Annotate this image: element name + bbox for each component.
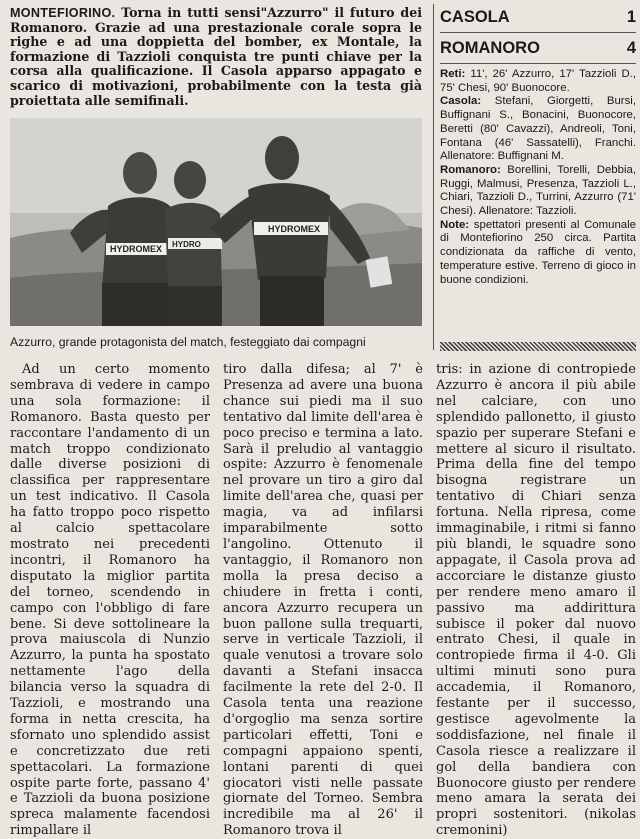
scorers-block xyxy=(440,68,636,287)
column-3-text: tris: in azione di contropiede Azzurro è ancora il più abile nel calciare, con uno splendido pallonetto, il giusto spazio per superare Stefani e mettere al sicuro il risultato. Prima della fine del tempo bisogna registrare un tentativo di Chiari senza fortuna. Nella ripresa, come immaginabile, i ritmi si fanno più blandi, le squadre sono appagate, il Casola prova ad accorciare le distanze giusto per rendere meno amaro il passivo ma addirittura subisce il poker dal nuovo entrato Chesi, il quale in contropiede firma il 4-0. Gli ultimi minuti sono pura accademia, il Romanoro, festante per il successo, gestisce agevolmente la soddisfazione, nel finale il Casola riesce a realizzare il gol della bandiera con Buonocore giusto per rendere meno amara la serata dei propri sostenitori. (nikolas cremonini) xyxy=(436,362,636,839)
casola-lineup xyxy=(440,95,636,164)
jersey-text-3: HYDROMEX xyxy=(268,224,321,234)
away-team-name: ROMANORO xyxy=(440,39,540,57)
column-divider xyxy=(433,4,434,350)
match-photo xyxy=(10,118,422,326)
lead-paragraph xyxy=(10,6,422,108)
scoreboard xyxy=(440,4,636,287)
score-divider xyxy=(440,32,636,33)
jersey-text-2: HYDRO xyxy=(172,240,201,249)
reti-line xyxy=(440,68,636,95)
romanoro-label: Romanoro: xyxy=(440,163,501,176)
romanoro-text: Borellini, Torelli, Debbia, Ruggi, Malmusi, Presenza, Tazzioli L., Chiari, Tazzioli D., Turrini, Azzurro (71' Chesi). Allenatore: Tazzioli. xyxy=(440,163,636,218)
article-column-2 xyxy=(223,362,423,839)
reti-text: 11', 26' Azzurro, 17' Tazzioli D., 75' Chesi, 90' Buonocore. xyxy=(440,68,636,94)
score-divider-bottom xyxy=(440,63,636,64)
jersey-text-1: HYDROMEX xyxy=(110,244,163,254)
lead-kicker: MONTEFIORINO. xyxy=(10,6,116,20)
casola-text: Stefani, Giorgetti, Bursi, Buffignani S., Bonacini, Buonocore, Beretti (80' Cavazzi), Andreoli, Toni, Fontana (46' Sassatelli), Franchi. Allenatore: Buffignani M. xyxy=(440,95,636,163)
home-team-score: 1 xyxy=(626,8,636,26)
article-column-3 xyxy=(436,362,636,839)
article-body xyxy=(10,362,636,839)
reti-label: Reti: xyxy=(440,68,466,80)
hatched-separator xyxy=(440,342,636,351)
casola-label: Casola: xyxy=(440,95,482,108)
away-team-row xyxy=(440,35,636,61)
romanoro-lineup xyxy=(440,164,636,219)
column-2-text: tiro dalla difesa; al 7' è Presenza ad avere una buona chance sui piedi ma il suo tentativo dal limite dell'area è poco preciso e termina a lato. Sarà il preludio al vantaggio ospite: Azzurro è fenomenale nel provare un tiro a giro dal limite dell'area che, quasi per magia, va ad infilarsi imparabilmente sotto l'angolino. Ottenuto il vantaggio, il Romanoro non molla la presa deciso a chiudere in fretta i conti, ancora Azzurro recupera un buon pallone sulla trequarti, serve in verticale Tazzioli, il quale venutosi a trovare solo davanti a Stefani insacca facilmente la rete del 2-0. Il Casola tenta una reazione d'orgoglio ma senza sortire particolari effetti, Toni e compagni appaiono spenti, lontani parenti di quei giocatori visti nelle passate giornate del Torneo. Sembra incredibile ma al 26' il Romanoro trova il xyxy=(223,362,423,839)
lead-text: Torna in tutti sensi"Azzurro" il futuro dei Romanoro. Grazie ad una prestazionale corale sopra le righe e ad una doppietta del bomber, ex Montale, la formazione di Tazzioli conquista tre punti chiave per la corsa alla qualificazione. Il Casola apparso appagato e scarico di motivazioni, probabilmente con la testa già proiettata alle semifinali. xyxy=(10,5,422,108)
note-text: spettatori presenti al Comunale di Montefiorino 250 circa. Partita condizionata da raffiche di vento, temperature estive. Terreno di gioco in buone condizioni. xyxy=(440,218,636,286)
home-team-row xyxy=(440,4,636,30)
match-notes xyxy=(440,219,636,288)
note-label: Note: xyxy=(440,218,470,231)
away-team-score: 4 xyxy=(626,39,636,57)
column-1-text: Ad un certo momento sembrava di vedere in campo una sola formazione: il Romanoro. Basta questo per raccontare l'andamento di un match troppo condizionato dalle diverse posizioni di classifica per rappresentare un test indicativo. Il Casola ha fatto troppo poco rispetto al calcio spettacolare mostrato nei precedenti incontri, il Romanoro ha disputato la miglior partita del torneo, scendendo in campo con l'obbligo di fare bene. Si deve sottolineare la prova maiuscola di Nunzio Azzurro, la punta ha spostato nettamente l'ago della bilancia verso la squadra di Tazzioli, e mostrando una forma in netta crescita, ha sfornato uno splendido assist e concretizzato due reti spettacolari. La formazione ospite parte forte, passano 4' e Tazzioli da buona posizione spreca malamente facendosi rimpallare il xyxy=(10,362,210,839)
home-team-name: CASOLA xyxy=(440,8,510,26)
article-column-1 xyxy=(10,362,210,839)
photo-caption: Azzurro, grande protagonista del match, festeggiato dai compagni xyxy=(10,335,366,349)
